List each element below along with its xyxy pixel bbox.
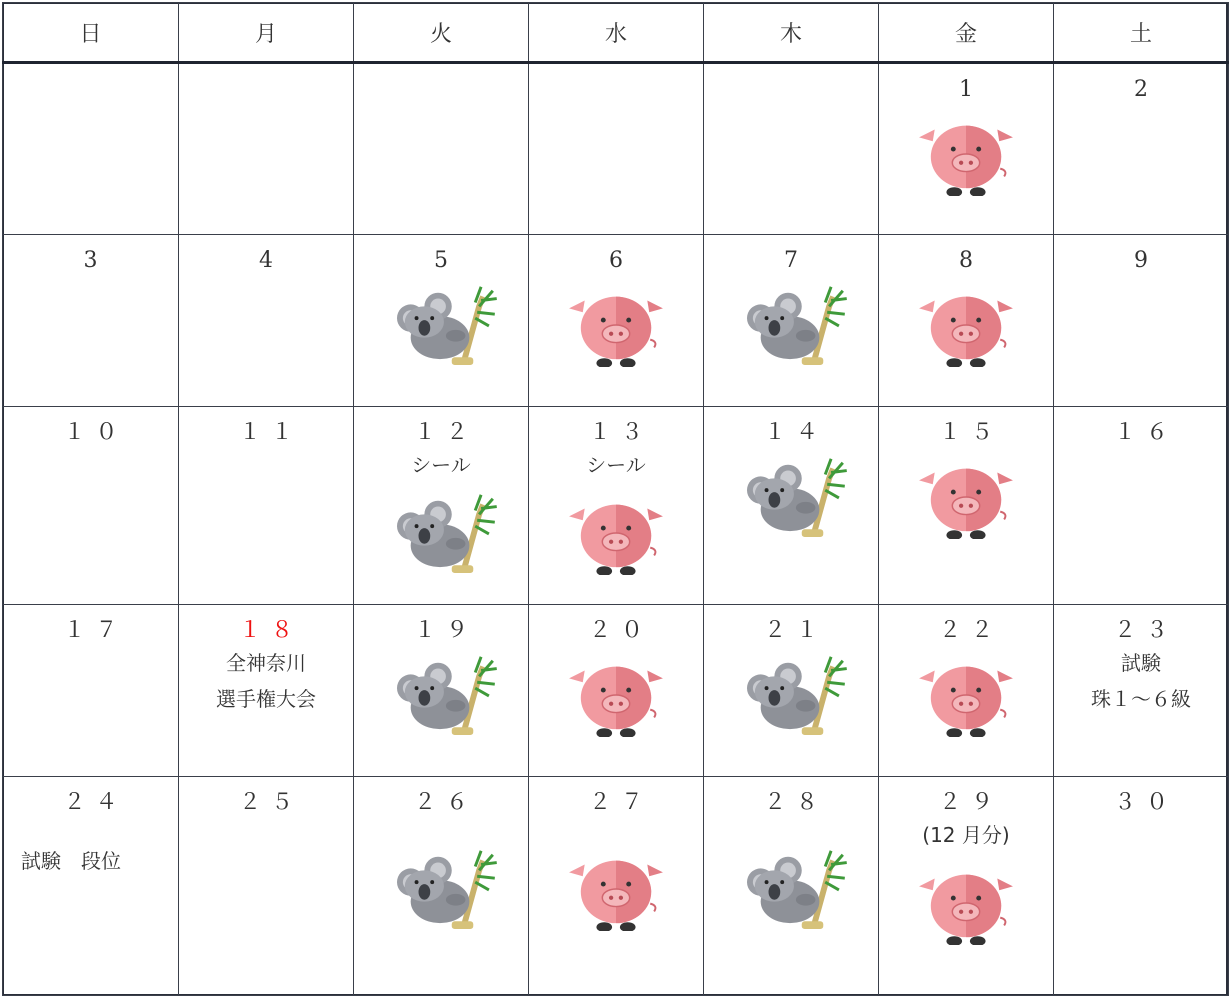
day-cell-tue	[354, 234, 529, 406]
day-cell-sat	[1054, 777, 1229, 996]
pig-sticker	[557, 649, 675, 737]
day-cell-wed	[529, 63, 704, 235]
weekday-tue: 火	[354, 3, 529, 63]
week-row	[3, 777, 1229, 996]
day-note: 珠１～６級	[1091, 687, 1191, 712]
day-cell-sat	[1054, 406, 1229, 605]
day-number: １８	[238, 618, 303, 644]
day-number: １４	[763, 419, 828, 445]
day-cell-thu	[704, 234, 879, 406]
koala-sticker	[725, 843, 857, 931]
day-cell-fri	[879, 605, 1054, 777]
week-row	[3, 406, 1229, 605]
day-cell-mon	[179, 406, 354, 605]
day-cell-mon	[179, 63, 354, 235]
day-cell-fri	[879, 234, 1054, 406]
day-number: ２７	[588, 790, 653, 816]
day-cell-sat	[1054, 605, 1229, 777]
day-number: ２４	[63, 790, 128, 816]
day-number: 2	[1134, 77, 1158, 102]
day-number: １９	[413, 618, 478, 644]
day-number: １７	[63, 618, 128, 644]
day-number: 5	[434, 247, 458, 273]
day-note: シール	[411, 452, 471, 477]
day-number: ２０	[588, 618, 653, 644]
day-number: １１	[238, 419, 303, 445]
day-number: １５	[938, 419, 1003, 445]
day-number: 3	[83, 247, 108, 273]
day-number: ２１	[763, 618, 828, 644]
pig-sticker	[907, 451, 1025, 539]
weekday-sun: 日	[3, 3, 179, 63]
koala-sticker	[375, 279, 507, 367]
day-cell-mon	[179, 234, 354, 406]
day-cell-sun	[3, 605, 179, 777]
day-cell-mon	[179, 777, 354, 996]
week-row	[3, 63, 1229, 235]
day-note: シール	[586, 452, 646, 477]
day-cell-mon	[179, 605, 354, 777]
weekday-wed: 水	[529, 3, 704, 63]
day-number: ３０	[1113, 790, 1178, 816]
day-cell-wed	[529, 234, 704, 406]
day-number: 6	[609, 247, 633, 273]
day-number: ２８	[763, 790, 828, 816]
day-cell-sun	[3, 63, 179, 235]
day-number: 7	[784, 247, 808, 273]
day-cell-wed	[529, 777, 704, 996]
day-number: ２３	[1113, 618, 1178, 644]
day-cell-wed	[529, 406, 704, 605]
weekday-sat: 土	[1054, 3, 1229, 63]
day-cell-fri	[879, 777, 1054, 996]
day-number: １６	[1113, 419, 1178, 445]
day-note: 試験 段位	[21, 849, 121, 874]
pig-sticker	[557, 487, 675, 575]
day-cell-thu	[704, 605, 879, 777]
day-cell-tue	[354, 406, 529, 605]
pig-sticker	[907, 649, 1025, 737]
day-cell-wed	[529, 605, 704, 777]
day-number: ２９	[938, 790, 1003, 816]
day-note: 試験	[1121, 651, 1161, 676]
day-cell-tue	[354, 777, 529, 996]
day-cell-sat	[1054, 234, 1229, 406]
weekday-fri: 金	[879, 3, 1054, 63]
day-number: １３	[588, 419, 653, 445]
day-note: 全神奈川	[226, 651, 306, 676]
month-calendar	[2, 2, 1229, 996]
day-cell-thu	[704, 63, 879, 235]
day-number: ２５	[238, 790, 303, 816]
day-cell-tue	[354, 605, 529, 777]
day-number: 8	[959, 247, 983, 273]
day-note: (12 月分)	[922, 823, 1010, 848]
day-number: １０	[63, 419, 128, 445]
pig-sticker	[907, 279, 1025, 367]
day-cell-fri	[879, 406, 1054, 605]
pig-sticker	[557, 843, 675, 931]
day-cell-fri	[879, 63, 1054, 235]
koala-sticker	[375, 649, 507, 737]
day-cell-thu	[704, 406, 879, 605]
pig-sticker	[907, 108, 1025, 196]
weekday-thu: 木	[704, 3, 879, 63]
day-number: １２	[413, 419, 478, 445]
day-cell-sat	[1054, 63, 1229, 235]
pig-sticker	[557, 279, 675, 367]
koala-sticker	[375, 843, 507, 931]
day-number: 4	[259, 247, 283, 273]
koala-sticker	[725, 451, 857, 539]
weekday-mon: 月	[179, 3, 354, 63]
koala-sticker	[725, 279, 857, 367]
weekday-header-row	[3, 3, 1229, 63]
day-number: ２６	[413, 790, 478, 816]
day-number: 1	[959, 77, 983, 102]
day-cell-sun	[3, 777, 179, 996]
pig-sticker	[907, 857, 1025, 945]
koala-sticker	[375, 487, 507, 575]
week-row	[3, 234, 1229, 406]
day-number: ２２	[938, 618, 1003, 644]
week-row	[3, 605, 1229, 777]
koala-sticker	[725, 649, 857, 737]
day-note: 選手権大会	[216, 687, 316, 712]
day-cell-thu	[704, 777, 879, 996]
day-cell-sun	[3, 234, 179, 406]
day-number: 9	[1134, 247, 1158, 273]
day-cell-sun	[3, 406, 179, 605]
day-cell-tue	[354, 63, 529, 235]
